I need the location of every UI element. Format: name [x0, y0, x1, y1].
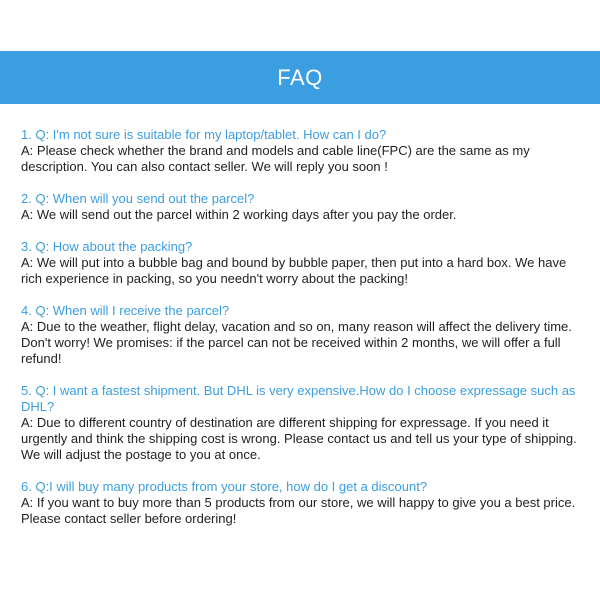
faq-question: 1. Q: I'm not sure is suitable for my laptop/tablet. How can I do?: [21, 127, 387, 142]
faq-banner: [0, 51, 600, 104]
faq-item: [21, 383, 581, 463]
faq-item: [21, 479, 581, 527]
faq-answer: A: We will put into a bubble bag and bound by bubble paper, then put into a hard box. We have rich experience in packing, so you needn't worry about the packing!: [21, 255, 567, 286]
faq-answer: A: Please check whether the brand and models and cable line(FPC) are the same as my description. You can also contact seller. We will reply you soon !: [21, 143, 530, 174]
faq-answer: A: We will send out the parcel within 2 working days after you pay the order.: [21, 207, 457, 222]
faq-answer: A: If you want to buy more than 5 products from our store, we will happy to give you a best price. Please contact seller before ordering!: [21, 495, 576, 526]
faq-answer: A: Due to the weather, flight delay, vacation and so on, many reason will affect the delivery time. Don't worry! We promises: if the parcel can not be received within 2 months, we will offer a full refund!: [21, 319, 572, 366]
faq-answer: A: Due to different country of destination are different shipping for expressage. If you need it urgently and think the shipping cost is wrong. Please contact us and tell us your type of shipping. We will adjust the postage to you at once.: [21, 415, 577, 462]
faq-question: 4. Q: When will I receive the parcel?: [21, 303, 230, 318]
faq-item: [21, 127, 581, 175]
page-title: FAQ: [277, 64, 323, 90]
faq-list: [21, 127, 581, 543]
faq-item: [21, 239, 581, 287]
faq-question: 5. Q: I want a fastest shipment. But DHL is very expensive.How do I choose expressage such as DHL?: [21, 383, 576, 414]
faq-question: 6. Q:I will buy many products from your store, how do I get a discount?: [21, 479, 428, 494]
faq-item: [21, 303, 581, 367]
faq-question: 3. Q: How about the packing?: [21, 239, 193, 254]
faq-item: [21, 191, 581, 223]
faq-question: 2. Q: When will you send out the parcel?: [21, 191, 255, 206]
